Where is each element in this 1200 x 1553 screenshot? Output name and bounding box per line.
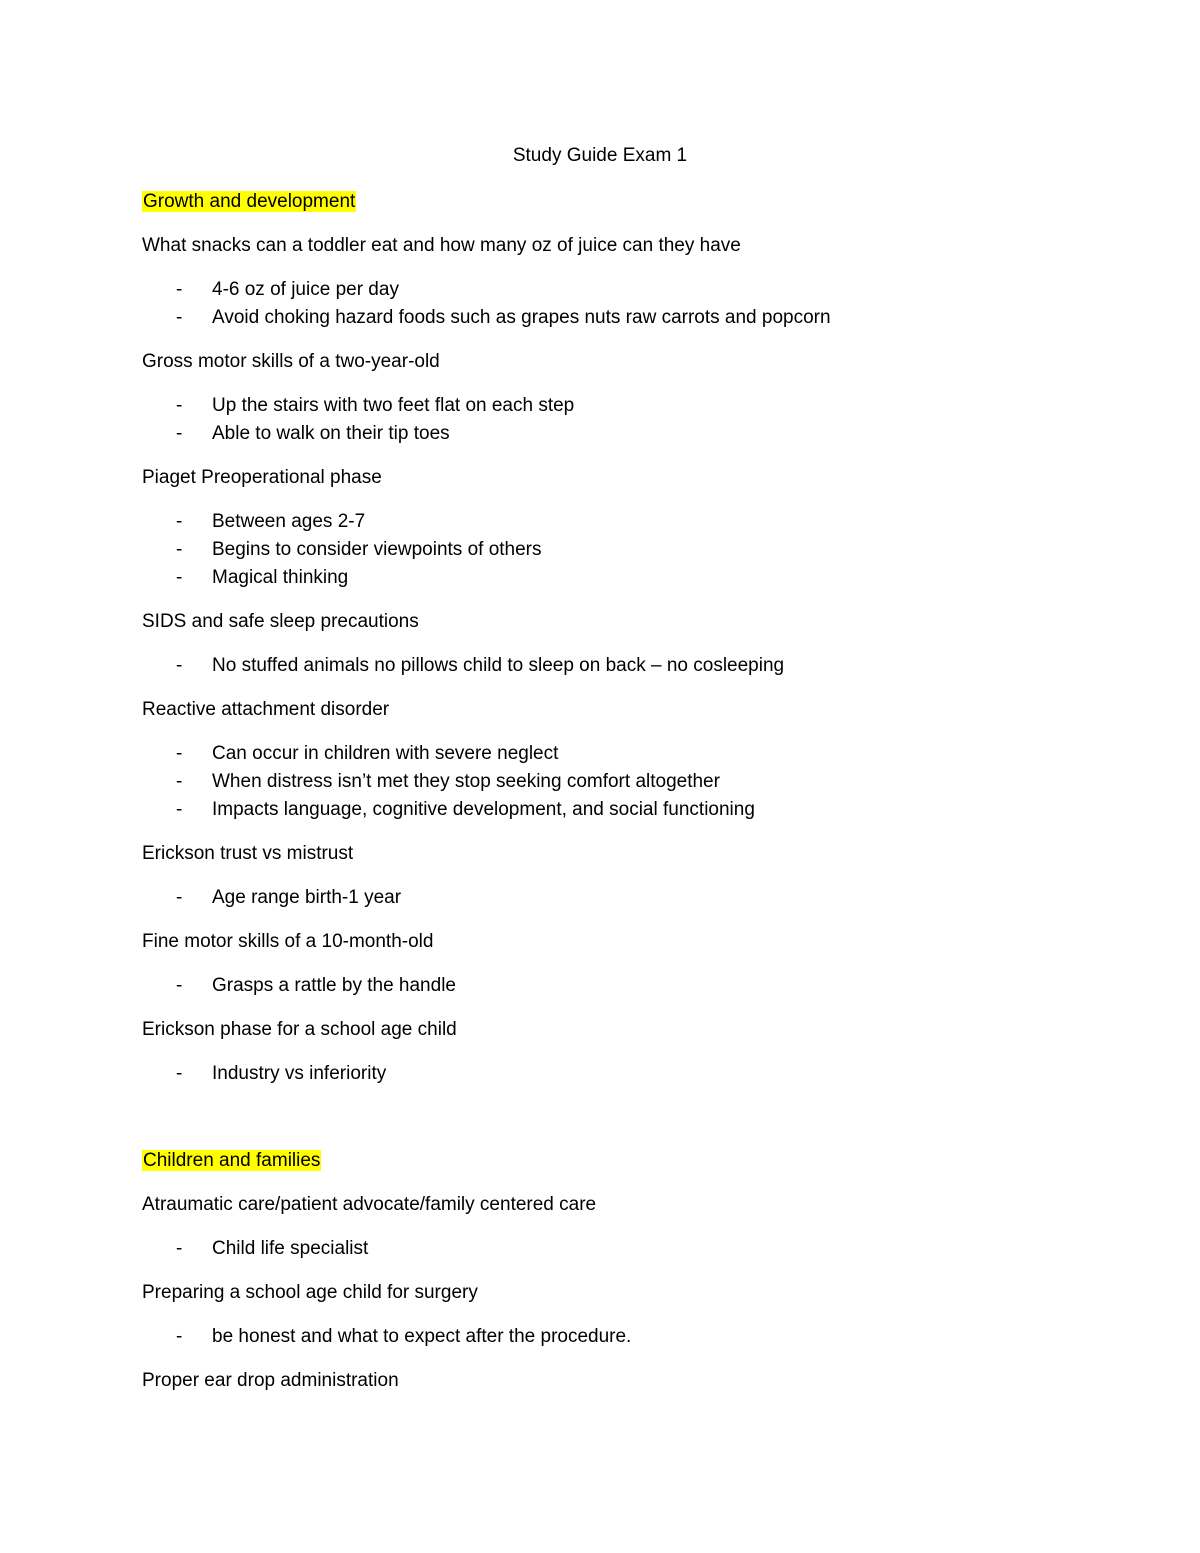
section-heading <box>142 188 1102 216</box>
list-item <box>142 304 1102 332</box>
bullet-dash: - <box>176 423 183 444</box>
bullet-list <box>142 884 1102 912</box>
question: SIDS and safe sleep precautions <box>142 611 419 632</box>
bullet-dash: - <box>176 799 183 820</box>
list-item-text: be honest and what to expect after the procedure. <box>212 1326 632 1347</box>
list-item-text: Child life specialist <box>212 1238 369 1259</box>
bullet-dash: - <box>176 1063 183 1084</box>
bullet-dash: - <box>176 743 183 764</box>
list-item <box>142 1323 1102 1351</box>
list-item <box>142 652 1102 680</box>
list-item <box>142 420 1102 448</box>
section-heading-text: Children and families <box>143 1150 321 1171</box>
bullet-dash: - <box>176 307 183 328</box>
list-item <box>142 740 1102 768</box>
list-item-text: Up the stairs with two feet flat on each step <box>212 395 575 416</box>
list-item-text: Industry vs inferiority <box>212 1063 387 1084</box>
list-item <box>142 1060 1102 1088</box>
section-heading-text: Growth and development <box>143 191 356 212</box>
list-item <box>142 796 1102 824</box>
bullet-dash: - <box>176 567 183 588</box>
bullet-list <box>142 652 1102 680</box>
list-item <box>142 768 1102 796</box>
list-item-text: Age range birth-1 year <box>212 887 402 908</box>
bullet-dash: - <box>176 655 183 676</box>
bullet-dash: - <box>176 511 183 532</box>
section-heading <box>142 1147 1102 1175</box>
list-item-text: No stuffed animals no pillows child to sleep on back – no cosleeping <box>212 655 785 676</box>
list-item-text: Magical thinking <box>212 567 349 588</box>
document-title: Study Guide Exam 1 <box>512 145 688 166</box>
bullet-list <box>142 740 1102 824</box>
list-item <box>142 392 1102 420</box>
bullet-list <box>142 276 1102 332</box>
question: What snacks can a toddler eat and how many oz of juice can they have <box>142 235 741 256</box>
bullet-dash: - <box>176 975 183 996</box>
bullet-list <box>142 1323 1102 1351</box>
list-item-text: When distress isn’t met they stop seeking comfort altogether <box>212 771 720 792</box>
list-item <box>142 564 1102 592</box>
list-item-text: Begins to consider viewpoints of others <box>212 539 542 560</box>
question: Piaget Preoperational phase <box>142 467 382 488</box>
bullet-dash: - <box>176 1238 183 1259</box>
list-item <box>142 1235 1102 1263</box>
list-item-text: Between ages 2-7 <box>212 511 366 532</box>
bullet-list <box>142 972 1102 1000</box>
section-spacer <box>142 1104 1102 1147</box>
bullet-list <box>142 1235 1102 1263</box>
bullet-dash: - <box>176 1326 183 1347</box>
bullet-dash: - <box>176 771 183 792</box>
list-item-text: 4-6 oz of juice per day <box>212 279 399 300</box>
bullet-dash: - <box>176 395 183 416</box>
bullet-list <box>142 508 1102 592</box>
question: Gross motor skills of a two-year-old <box>142 351 440 372</box>
bullet-dash: - <box>176 279 183 300</box>
question: Preparing a school age child for surgery <box>142 1282 478 1303</box>
list-item <box>142 508 1102 536</box>
question: Reactive attachment disorder <box>142 699 390 720</box>
list-item-text: Can occur in children with severe neglect <box>212 743 559 764</box>
question: Atraumatic care/patient advocate/family centered care <box>142 1194 597 1215</box>
list-item <box>142 276 1102 304</box>
list-item <box>142 884 1102 912</box>
question: Erickson phase for a school age child <box>142 1019 457 1040</box>
list-item <box>142 972 1102 1000</box>
question: Proper ear drop administration <box>142 1370 399 1391</box>
list-item-text: Able to walk on their tip toes <box>212 423 450 444</box>
bullet-dash: - <box>176 887 183 908</box>
list-item-text: Impacts language, cognitive development, and social functioning <box>212 799 755 820</box>
bullet-list <box>142 1060 1102 1088</box>
list-item <box>142 536 1102 564</box>
question: Erickson trust vs mistrust <box>142 843 354 864</box>
bullet-list <box>142 392 1102 448</box>
list-item-text: Avoid choking hazard foods such as grapes nuts raw carrots and popcorn <box>212 307 831 328</box>
document-body <box>142 188 1102 1411</box>
question: Fine motor skills of a 10-month-old <box>142 931 434 952</box>
bullet-dash: - <box>176 539 183 560</box>
list-item-text: Grasps a rattle by the handle <box>212 975 456 996</box>
